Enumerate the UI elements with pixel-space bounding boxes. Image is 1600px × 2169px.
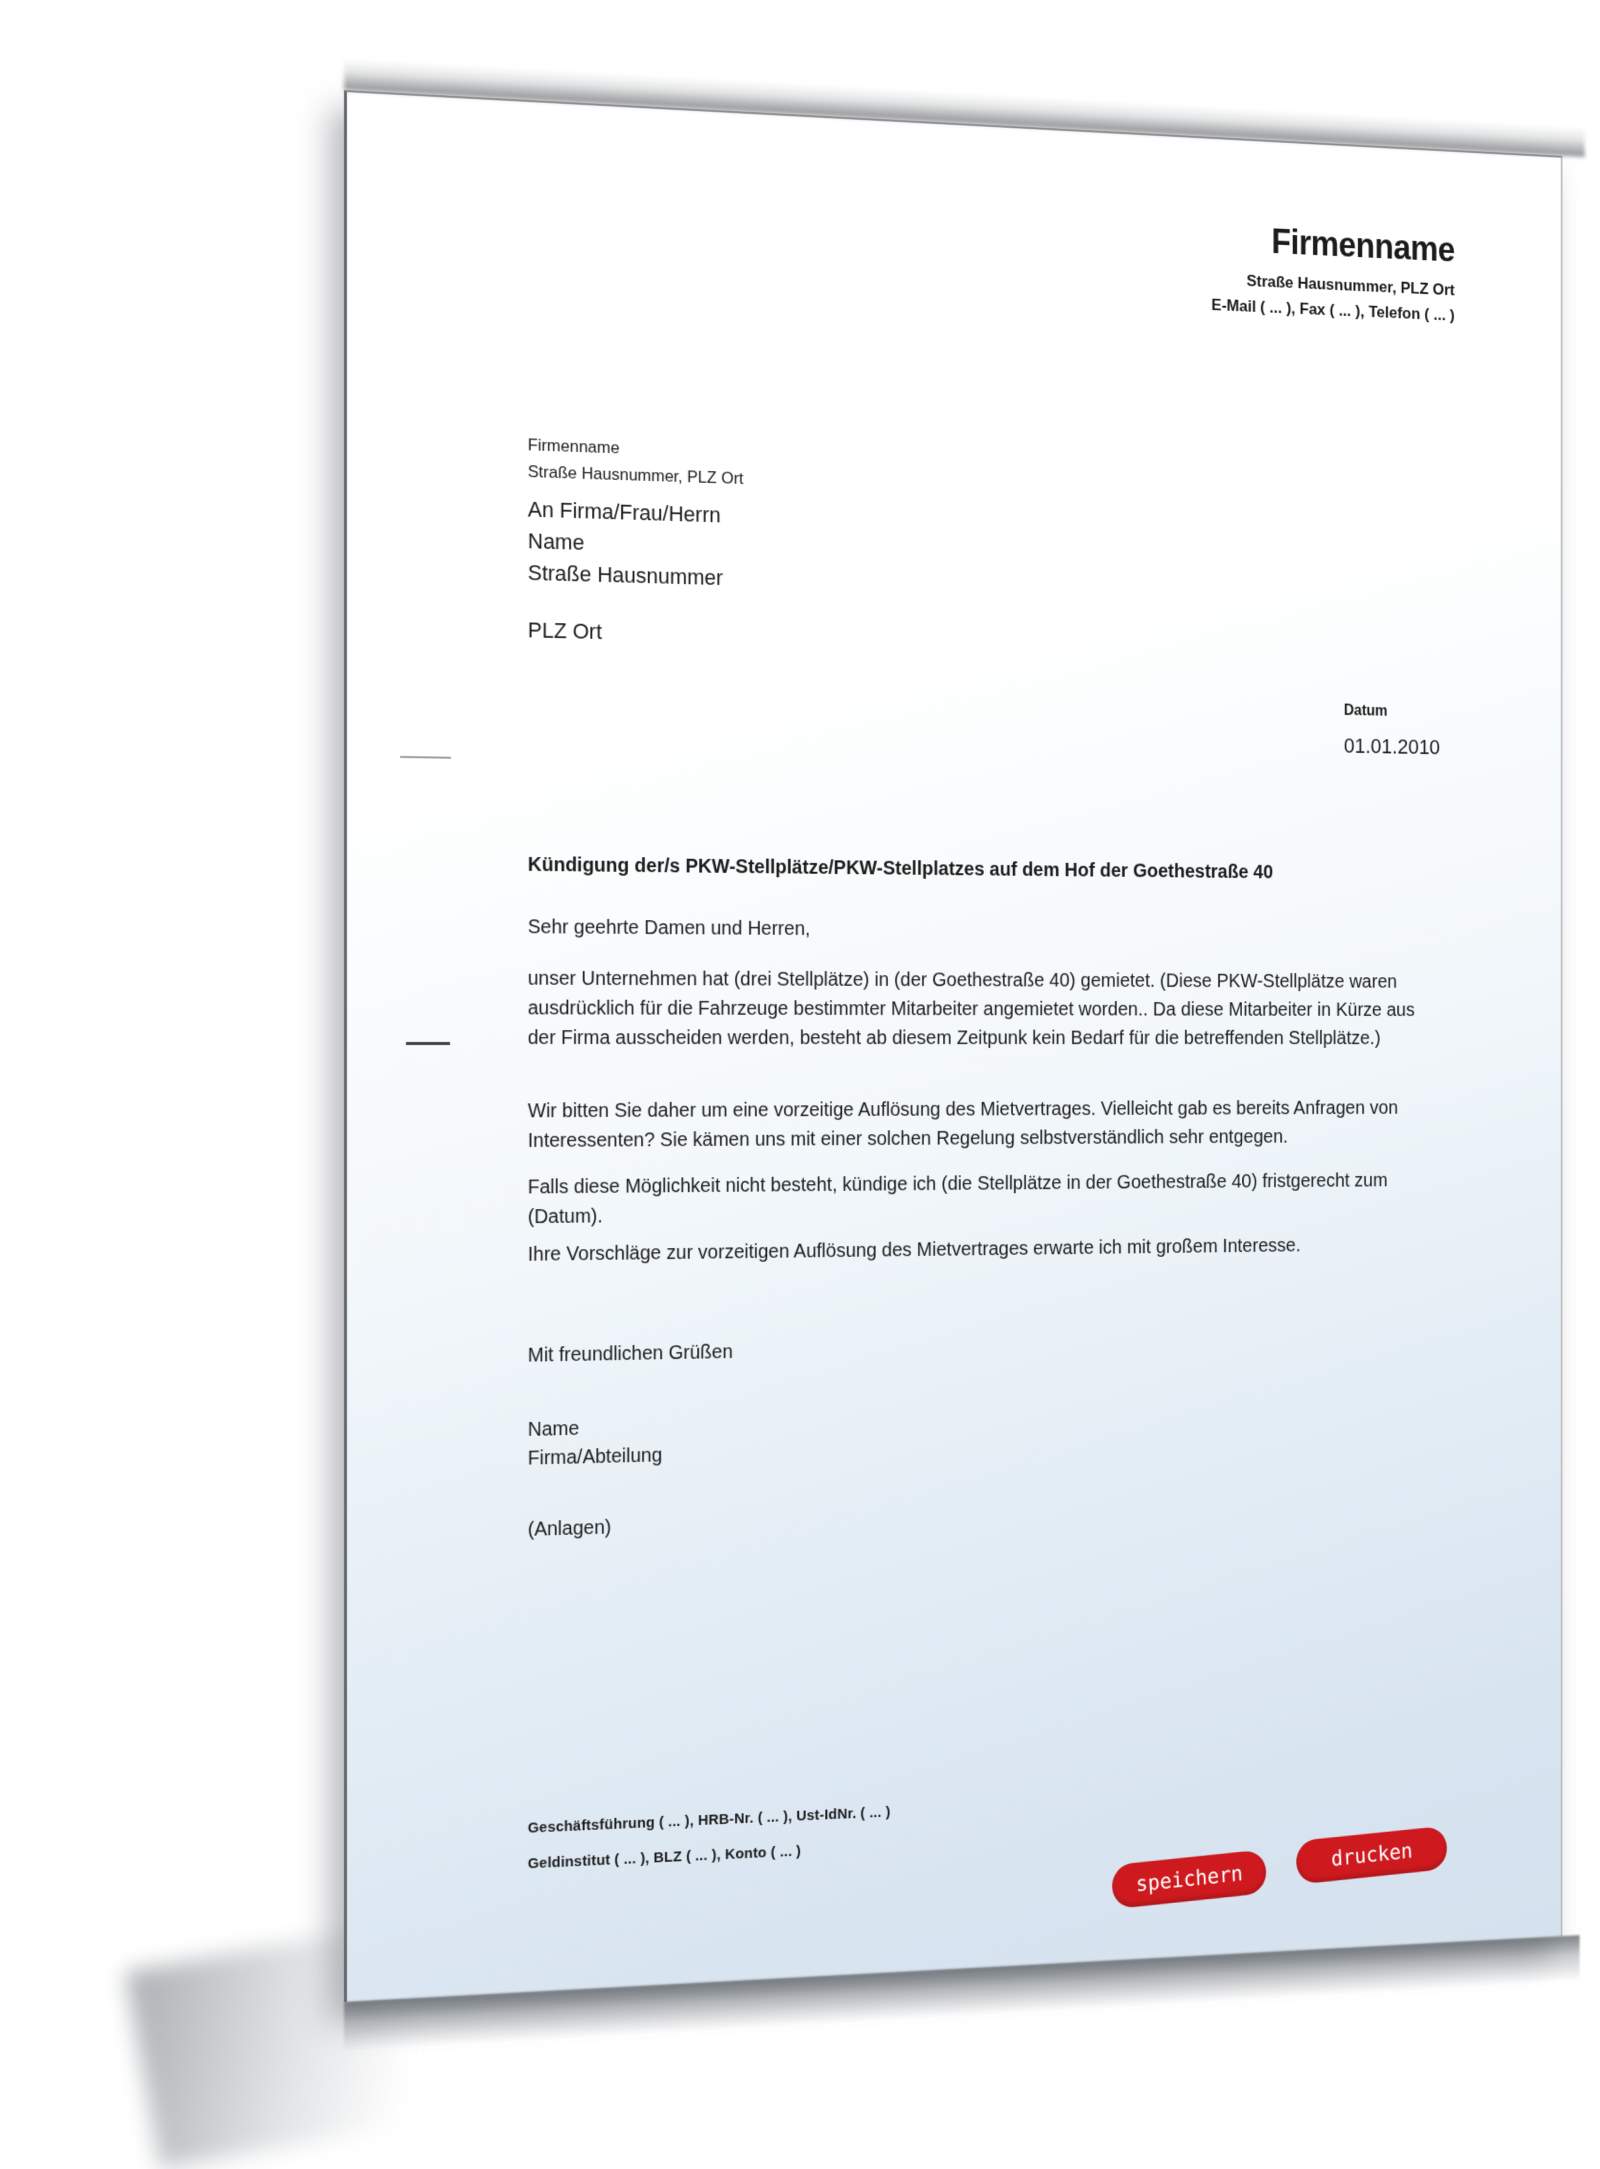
sender-company: Firmenname — [527, 435, 620, 458]
letterhead-contact: E-Mail ( ... ), Fax ( ... ), Telefon ( ... ) — [1211, 295, 1455, 325]
recipient-line-3: Straße Hausnummer — [527, 560, 724, 590]
recipient-line-2: Name — [527, 528, 585, 555]
fold-mark-2 — [406, 1042, 450, 1045]
closing-regards: Mit freundlichen Grüßen — [527, 1341, 733, 1367]
letterhead — [1211, 219, 1454, 328]
footer-block — [528, 1795, 891, 1882]
fold-mark-1 — [400, 756, 451, 759]
signature-name: Name — [527, 1417, 580, 1441]
date-value: 01.01.2010 — [1343, 733, 1441, 759]
body-paragraph-1: unser Unternehmen hat (drei Stellplätze) in (der Goethestraße 40) gemietet. (Diese PKW-Stellplätze waren ausdrücklich für die Fahrzeuge bestimmter Mitarbeiter angemietet worden.. Da diese Mitarbeiter in Kürze aus der Firma ausscheiden werden, besteht ab diesem Zeitpunk kein Bedarf für die betreffenden Stellplätze.) — [527, 967, 1415, 1049]
recipient-line-1: An Firma/Frau/Herrn — [527, 496, 721, 528]
sender-address: Straße Hausnummer, PLZ Ort — [527, 462, 744, 488]
subject-line: Kündigung der/s PKW-Stellplätze/PKW-Stellplatzes auf dem Hof der Goethestraße 40 — [527, 854, 1274, 884]
body-paragraph-3: Falls diese Möglichkeit nicht besteht, kündige ich (die Stellplätze in der Goethestraße 40) fristgerecht zum (Datum). — [527, 1170, 1388, 1229]
save-button[interactable]: speichern — [1111, 1849, 1267, 1909]
enclosures-note: (Anlagen) — [527, 1516, 612, 1541]
salutation: Sehr geehrte Damen und Herren, — [527, 916, 811, 940]
signature-department: Firma/Abteilung — [527, 1444, 663, 1470]
footer-line-2: Geldinstitut ( ... ), BLZ ( ... ), Konto ( ... ) — [527, 1842, 802, 1873]
body-paragraph-4: Ihre Vorschläge zur vorzeitigen Auflösung des Mietvertrages erwarte ich mit großem Interesse. — [527, 1235, 1301, 1266]
letterhead-company: Firmenname — [1271, 221, 1455, 270]
letter-page — [344, 90, 1562, 2002]
print-button[interactable]: drucken — [1295, 1826, 1448, 1885]
footer-line-1: Geschäftsführung ( ... ), HRB-Nr. ( ... ), Ust-IdNr. ( ... ) — [527, 1803, 891, 1837]
body-paragraph-2: Wir bitten Sie daher um eine vorzeitige Auflösung des Mietvertrages. Vielleicht gab es bereits Anfragen von Interessenten? Sie kämen uns mit einer solchen Regelung selbstverständlich sehr entgegen. — [527, 1097, 1399, 1152]
date-block — [1344, 703, 1440, 760]
sender-block — [528, 431, 744, 491]
recipient-line-4: PLZ Ort — [527, 617, 602, 644]
signature-block — [528, 1413, 662, 1473]
recipient-block — [528, 494, 723, 651]
letterhead-address: Straße Hausnummer, PLZ Ort — [1246, 271, 1455, 300]
date-label: Datum — [1343, 702, 1388, 720]
